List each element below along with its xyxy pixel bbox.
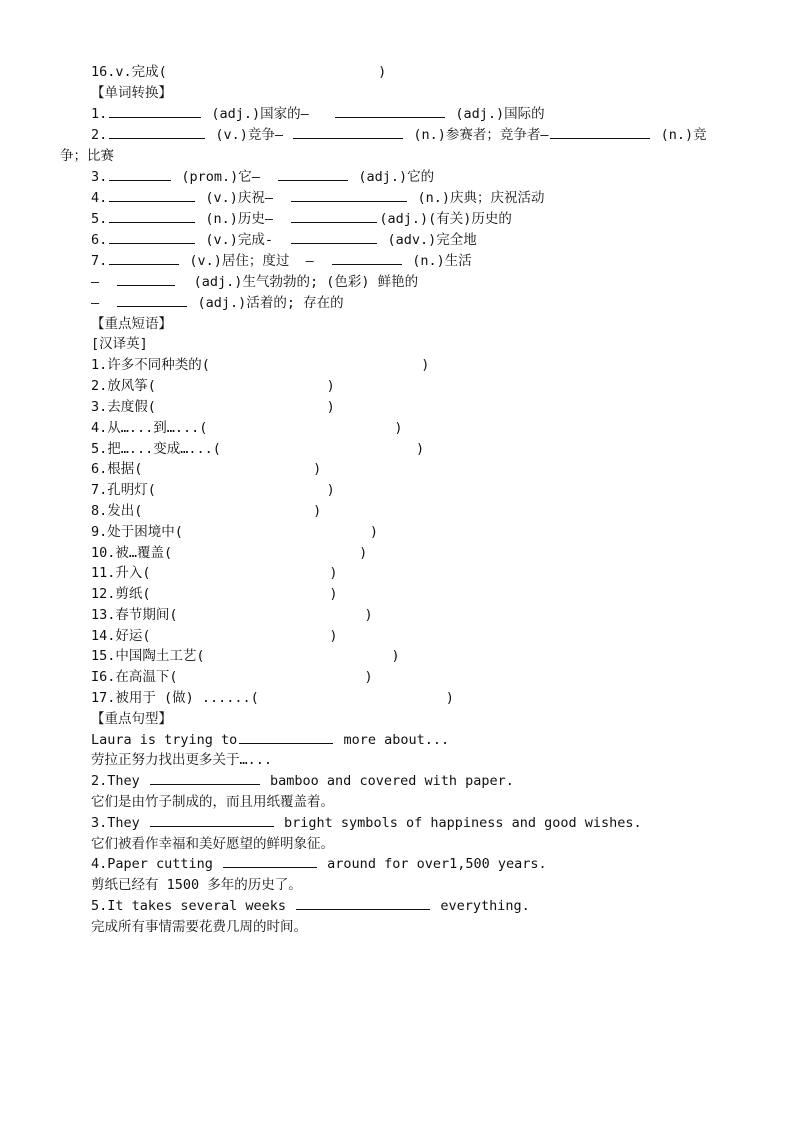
sentence-item xyxy=(91,730,449,750)
answer-blank[interactable] xyxy=(109,209,195,223)
sentence-text: bamboo and covered with paper. xyxy=(261,773,514,789)
phrase-item: 6.根据( ) xyxy=(91,461,322,477)
conversion-row xyxy=(91,125,707,145)
answer-blank[interactable] xyxy=(332,251,402,265)
row-text: (adj.)(有关)历史的 xyxy=(379,211,512,227)
row-text: (n.)历史— xyxy=(205,211,274,227)
row-text: (adj.)国际的 xyxy=(455,106,545,122)
sentence-translation: 它们被看作幸福和美好愿望的鲜明象征。 xyxy=(91,836,334,852)
conversion-row xyxy=(91,293,344,313)
row-text: (n.)生活 xyxy=(412,253,472,269)
sentence-text: 5.It takes several weeks xyxy=(91,898,295,914)
sentence-item xyxy=(91,896,530,916)
answer-blank[interactable] xyxy=(550,125,650,139)
sentence-text: 2.They xyxy=(91,773,148,789)
phrase-item: 10.被…覆盖( ) xyxy=(91,545,368,561)
sentence-translation: 剪纸已经有 1500 多年的历史了。 xyxy=(91,877,302,893)
sentence-text: around for over1,500 years. xyxy=(319,856,547,872)
row-text: (v.)竞争— xyxy=(215,127,284,143)
answer-blank[interactable] xyxy=(291,230,377,244)
phrase-item: 9.处于困境中( ) xyxy=(91,524,378,540)
row-text: (prom.)它— xyxy=(181,169,260,185)
dash: — xyxy=(91,274,100,290)
row-text: (adj.)它的 xyxy=(358,169,435,185)
row-text: (v.)居住；度过 — xyxy=(189,253,314,269)
answer-blank[interactable] xyxy=(291,209,377,223)
phrase-item: 3.去度假( ) xyxy=(91,399,335,415)
row-number: 4. xyxy=(91,190,108,206)
phrase-item: 12.剪纸( ) xyxy=(91,586,338,602)
answer-blank[interactable] xyxy=(117,293,187,307)
subsection-c2e: [汉译英] xyxy=(91,336,148,352)
sentence-item xyxy=(91,813,642,833)
row-number: 1. xyxy=(91,106,108,122)
phrase-item: 2.放风筝( ) xyxy=(91,378,335,394)
answer-blank[interactable] xyxy=(223,854,317,868)
answer-blank[interactable] xyxy=(293,125,403,139)
answer-blank[interactable] xyxy=(150,813,274,827)
answer-blank[interactable] xyxy=(239,730,333,744)
section-word-conversion: 【单词转换】 xyxy=(91,85,172,101)
row-number: 7. xyxy=(91,253,108,269)
row-text: (adj.)生气勃勃的; (色彩) 鲜艳的 xyxy=(193,274,419,290)
phrase-item: 15.中国陶土工艺( ) xyxy=(91,648,400,664)
item-16: 16.v.完成( ) xyxy=(91,64,387,80)
sentence-translation: 劳拉正努力找出更多关于…... xyxy=(91,752,273,768)
conversion-row xyxy=(91,230,477,250)
conversion-row xyxy=(91,251,472,271)
conversion-row xyxy=(91,167,434,187)
sentence-item xyxy=(91,771,514,791)
conversion-row xyxy=(91,188,544,208)
sentence-text: Laura is trying to xyxy=(91,732,238,748)
section-key-phrases: 【重点短语】 xyxy=(91,316,172,332)
conversion-row xyxy=(91,272,418,292)
answer-blank[interactable] xyxy=(109,230,195,244)
answer-blank[interactable] xyxy=(335,104,445,118)
conversion-row-wrap: 争；比赛 xyxy=(60,148,114,164)
phrase-item: 5.把…...变成…...( ) xyxy=(91,441,425,457)
row-number: 5. xyxy=(91,211,108,227)
row-text: (n.)庆典；庆祝活动 xyxy=(417,190,545,206)
answer-blank[interactable] xyxy=(109,251,179,265)
row-number: 2. xyxy=(91,127,108,143)
answer-blank[interactable] xyxy=(117,272,175,286)
row-text: (v.)完成- xyxy=(205,232,274,248)
answer-blank[interactable] xyxy=(291,188,407,202)
phrase-item: 14.好运( ) xyxy=(91,628,338,644)
row-text: (adv.)完全地 xyxy=(387,232,477,248)
answer-blank[interactable] xyxy=(109,104,201,118)
phrase-item: I6.在高温下( ) xyxy=(91,669,373,685)
sentence-text: 3.They xyxy=(91,815,148,831)
phrase-item: 17.被用于 (做) ......( ) xyxy=(91,690,454,706)
answer-blank[interactable] xyxy=(109,125,205,139)
phrase-item: 7.孔明灯( ) xyxy=(91,482,335,498)
phrase-item: 1.许多不同种类的( ) xyxy=(91,357,430,373)
answer-blank[interactable] xyxy=(109,167,171,181)
sentence-translation: 它们是由竹子制成的，而且用纸覆盖着。 xyxy=(91,794,334,810)
answer-blank[interactable] xyxy=(150,771,260,785)
phrase-item: 11.升入( ) xyxy=(91,565,338,581)
row-text: (n.)竞 xyxy=(660,127,707,143)
sentence-text: more about... xyxy=(335,732,450,748)
sentence-translation: 完成所有事情需要花费几周的时间。 xyxy=(91,919,307,935)
row-text: (n.)参赛者；竞争者— xyxy=(413,127,549,143)
sentence-text: bright symbols of happiness and good wishes. xyxy=(275,815,642,831)
phrase-item: 13.春节期间( ) xyxy=(91,607,373,623)
answer-blank[interactable] xyxy=(296,896,430,910)
conversion-row xyxy=(91,209,512,229)
section-key-sentences: 【重点句型】 xyxy=(91,711,172,727)
row-text: (adj.)国家的— xyxy=(211,106,309,122)
phrase-item: 4.从…...到…...( ) xyxy=(91,420,403,436)
dash: — xyxy=(91,295,100,311)
sentence-text: 4.Paper cutting xyxy=(91,856,222,872)
sentence-item xyxy=(91,854,547,874)
answer-blank[interactable] xyxy=(109,188,195,202)
phrase-item: 8.发出( ) xyxy=(91,503,322,519)
answer-blank[interactable] xyxy=(278,167,348,181)
row-number: 3. xyxy=(91,169,108,185)
row-text: (v.)庆祝— xyxy=(205,190,274,206)
sentence-text: everything. xyxy=(432,898,530,914)
conversion-row xyxy=(91,104,545,124)
row-text: (adj.)活着的; 存在的 xyxy=(197,295,344,311)
row-number: 6. xyxy=(91,232,108,248)
